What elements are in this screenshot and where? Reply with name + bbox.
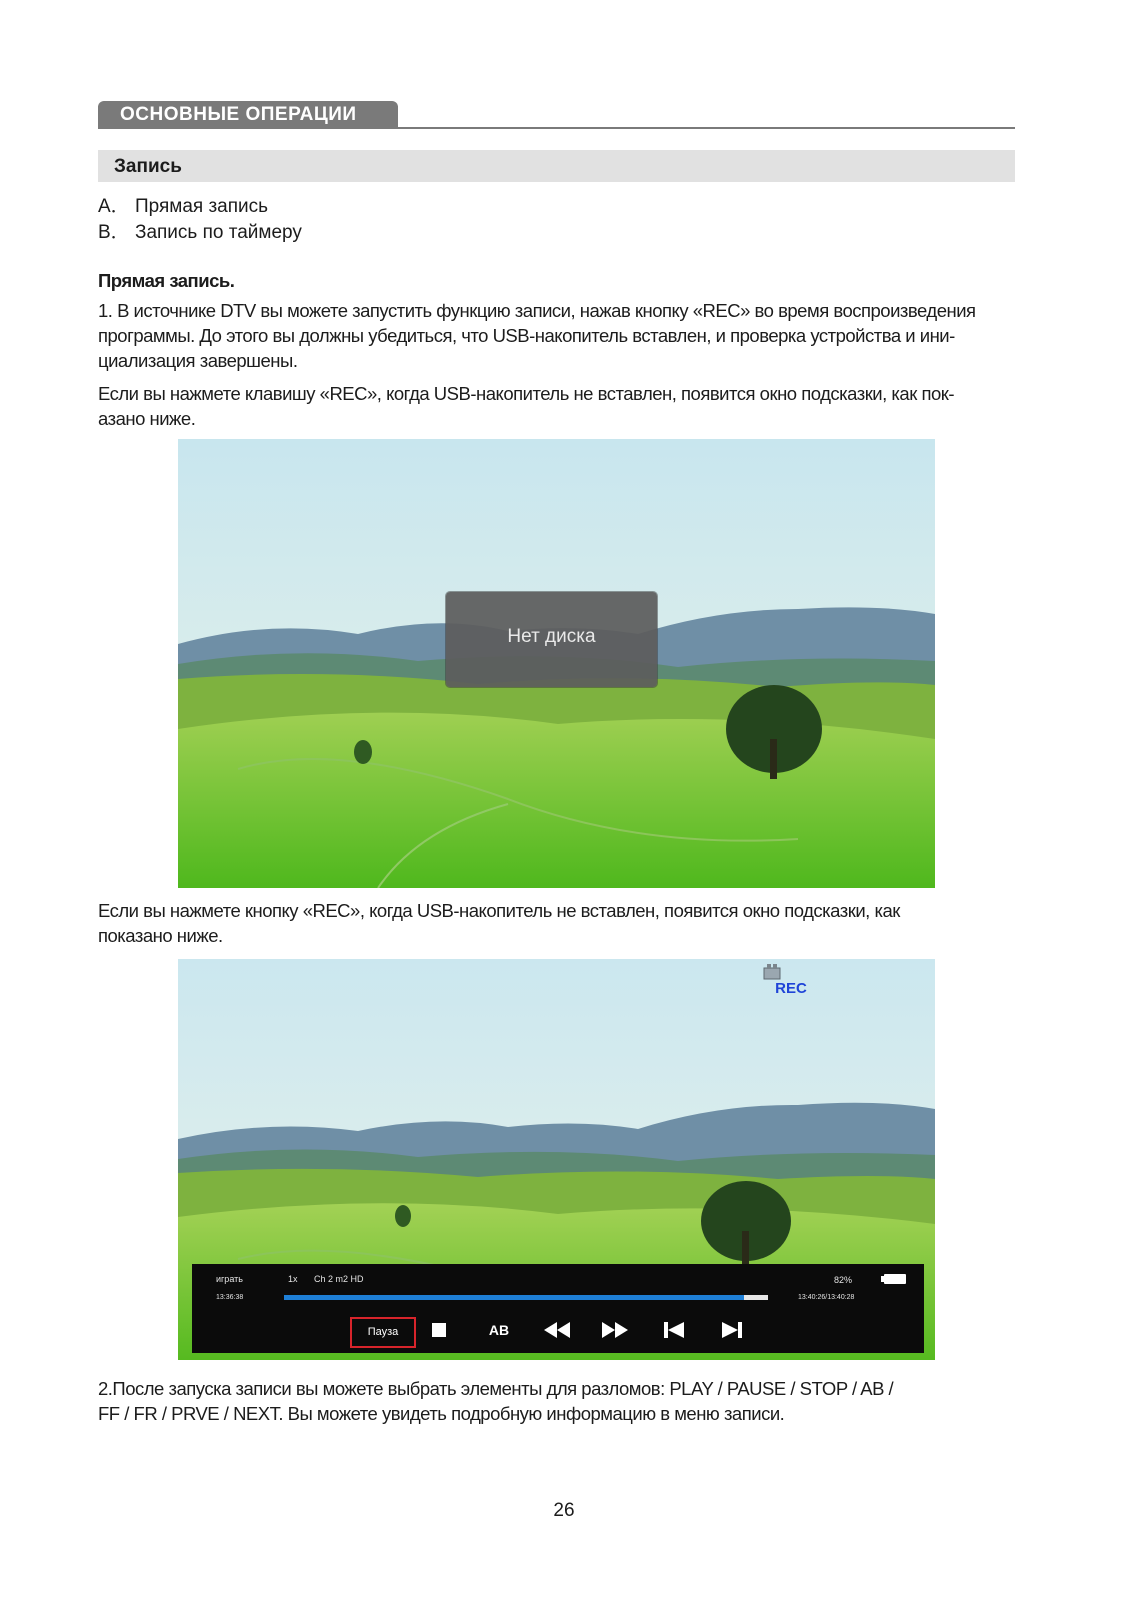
paragraph xyxy=(98,298,1033,373)
play-status: играть xyxy=(216,1274,243,1284)
previous-button[interactable] xyxy=(664,1316,688,1344)
progress-percent: 82% xyxy=(834,1275,853,1285)
ab-button[interactable]: AB xyxy=(488,1322,510,1338)
pause-button[interactable]: Пауза xyxy=(350,1317,416,1348)
stop-icon xyxy=(432,1323,446,1337)
tv-screenshot-no-disk xyxy=(178,439,935,888)
text-line: FF / FR / PRVE / NEXT. Вы можете увидеть подробную информацию в меню записи. xyxy=(98,1403,785,1424)
stop-button[interactable] xyxy=(432,1316,452,1344)
text-line: циализация завершены. xyxy=(98,350,298,371)
page-number: 26 xyxy=(553,1500,575,1521)
channel-name: Ch 2 m2 HD xyxy=(314,1274,364,1284)
text-line: азано ниже. xyxy=(98,408,196,429)
tv-screenshot-recording xyxy=(178,959,935,1360)
progress-bar[interactable] xyxy=(284,1295,768,1300)
fast-forward-button[interactable] xyxy=(602,1316,632,1344)
fast-forward-icon xyxy=(602,1322,628,1338)
text-line: Если вы нажмете кнопку «REC», когда USB-накопитель не вставлен, появится окно подсказки, как xyxy=(98,900,900,921)
current-time: 13:36:38 xyxy=(216,1294,244,1301)
text-line: показано ниже. xyxy=(98,925,223,946)
no-disk-popup xyxy=(446,592,657,687)
rewind-icon xyxy=(544,1322,570,1338)
next-icon xyxy=(722,1322,742,1338)
battery-icon xyxy=(884,1274,906,1284)
paragraph xyxy=(98,381,1033,431)
paragraph xyxy=(98,898,1033,948)
rec-label: REC xyxy=(775,980,807,997)
paragraph xyxy=(98,1376,1033,1426)
list-text: Прямая запись xyxy=(134,196,269,217)
list-text: Запись по таймеру xyxy=(134,222,302,243)
subsection-title: Запись xyxy=(98,150,1015,182)
next-button[interactable] xyxy=(722,1316,746,1344)
progress-fill xyxy=(284,1295,744,1300)
popup-text: Нет диска xyxy=(507,626,596,647)
playback-control-bar xyxy=(192,1264,924,1353)
time-range: 13:40:26/13:40:28 xyxy=(798,1294,855,1301)
text-line: Если вы нажмете клавишу «REC», когда USB-накопитель не вставлен, появится окно подсказки, как пок- xyxy=(98,383,955,404)
text-line: 2.После запуска записи вы можете выбрать элементы для разломов: PLAY / PAUSE / STOP / AB / xyxy=(98,1378,894,1399)
rewind-button[interactable] xyxy=(544,1316,574,1344)
list-item xyxy=(98,194,268,219)
list-marker: A． xyxy=(98,196,130,217)
section-divider xyxy=(98,127,1015,129)
list-item xyxy=(98,220,302,245)
section-title: ОСНОВНЫЕ ОПЕРАЦИИ xyxy=(98,101,398,128)
usb-disk-icon xyxy=(761,963,783,981)
list-marker: B． xyxy=(98,222,130,243)
previous-icon xyxy=(664,1322,684,1338)
text-line: программы. До этого вы должны убедиться, что USB-накопитель вставлен, и проверка устройства и ини- xyxy=(98,325,955,346)
speed-indicator: 1x xyxy=(288,1274,298,1284)
direct-recording-heading: Прямая запись. xyxy=(98,270,235,291)
text-line: 1. В источнике DTV вы можете запустить функцию записи, нажав кнопку «REC» во время воспроизведения xyxy=(98,300,976,321)
recording-indicator xyxy=(761,963,821,1011)
